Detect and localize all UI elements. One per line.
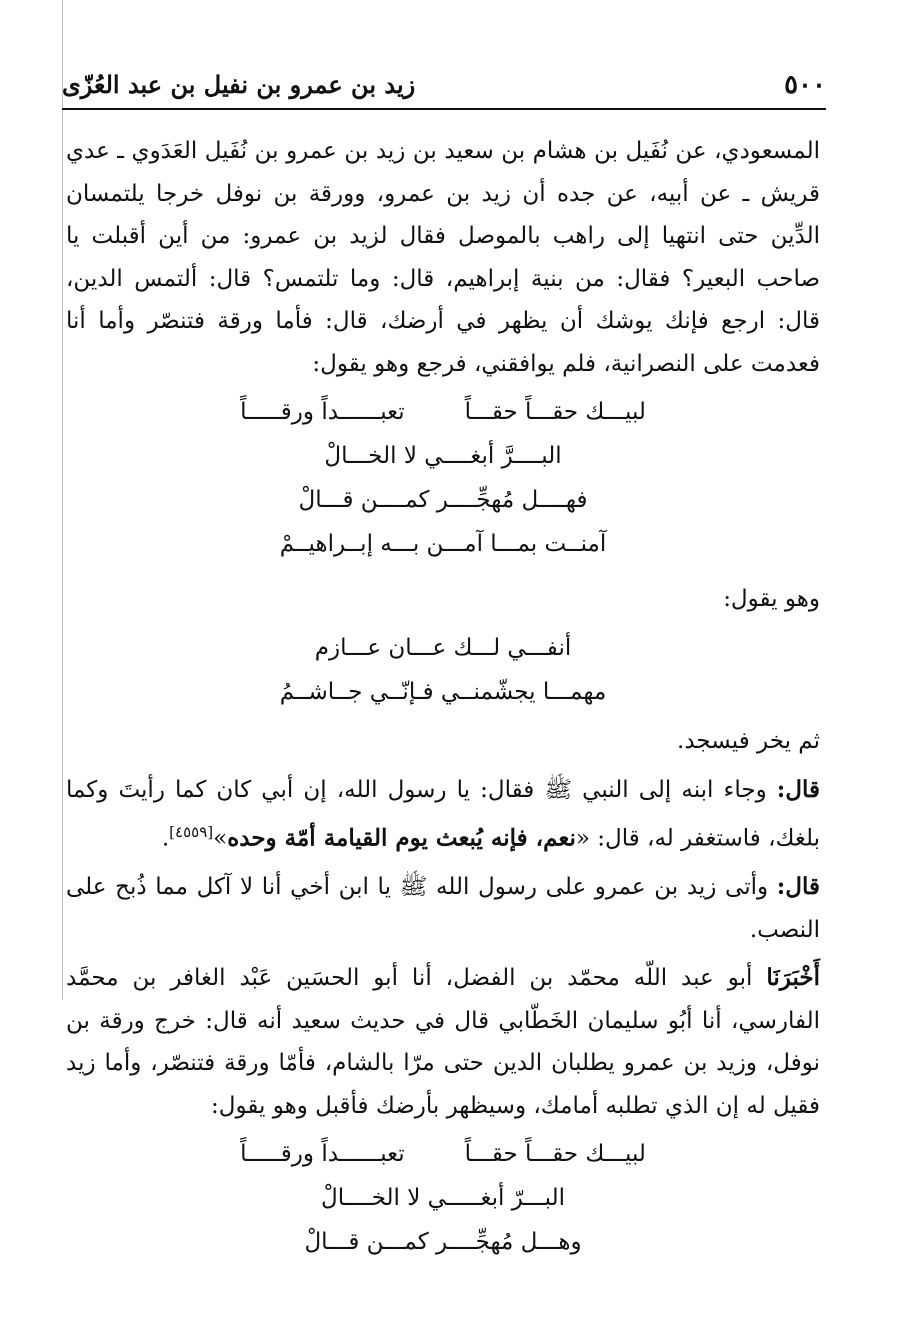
lead-word: قال:	[776, 873, 820, 901]
verse-hemistich: تعبــــــداً ورقـــــاً	[240, 1141, 405, 1168]
header-rule	[62, 108, 826, 110]
page-number: ٥٠٠	[784, 70, 826, 100]
verse-2-line-2: مهمـــا يجشّمنــي فـإنّــي جــاشــمُ	[279, 679, 607, 705]
verse-3-line-1	[66, 1133, 820, 1176]
paragraph-text: أبو عبد اللّه محمّد بن الفضل، أنا أبو الحسَين عَبْد الغافر بن محمَّد الفارسي، أنا أبُو سليمان الخَطّابي قال في حديث سعيد أنه قال: خرج ورقة بن نوفل، وزيد بن عمرو يطلبان الدين حتى مرّا بالشام، فأمّا ورقة فتنصّر، وأما زيد فقيل له إن الذي تطلبه أمامك، وسيظهر بأرضك فأقبل وهو يقول:	[66, 965, 820, 1119]
hadith-ref: [٤٥٥٩]	[169, 823, 214, 841]
verse-1-line-4: آمنــت بمـــا آمـــن بـــه إبــراهيــمْ	[279, 530, 607, 557]
paragraph-4	[66, 769, 820, 861]
period: .	[161, 825, 170, 852]
running-title: زيد بن عمرو بن نفيل بن عبد العُزّى	[62, 70, 416, 99]
verse-hemistich: لبيـــك حقـــاً حقـــاً	[464, 399, 646, 425]
verse-3-line-3: وهـــل مُهجِّــــر كمـــن قـــالْ	[304, 1228, 582, 1255]
paragraph-2: وهو يقول:	[723, 585, 820, 612]
paragraph-text: وأتى زيد بن عمرو على رسول الله ﷺ يا ابن أخي أنا لا آكل مما ذُبح على النصب.	[66, 874, 820, 943]
paragraph-text: وجاء ابنه إلى النبي ﷺ فقال: يا رسول الله، إن أبي كان كما رأيتَ وكما بلغك، فاستغفر له، قال: «	[66, 776, 820, 852]
scan-edge-line	[62, 0, 63, 1000]
lead-word: قال:	[776, 775, 820, 803]
verse-hemistich: تعبــــــداً ورقـــــاً	[240, 399, 405, 425]
verse-1-line-3: فهــــل مُهجِّــــر كمــــن قـــالْ	[298, 486, 588, 513]
paragraph-5	[66, 866, 820, 951]
paragraph-3: ثم يخر فيسجد.	[677, 728, 820, 754]
verse-1-line-1	[66, 391, 820, 434]
paragraph-1: المسعودي، عن نُفَيل بن هشام بن سعيد بن زيد بن عمرو بن نُفَيل العَدَوي ـ عدي قريش ـ عن أبيه، عن جده أن زيد بن عمرو، وورقة بن نوفل خرجا يلتمسان الدِّين حتى انتهيا إلى راهب بالموصل فقال لزيد بن عمرو: من أين أقبلت يا صاحب البعير؟ فقال: من بنية إبراهيم، قال: وما تلتمس؟ قال: ألتمس الدين، قال: ارجع فإنك يوشك أن يظهر في أرضك، قال: فأما ورقة فتنصّر وأما أنا فعدمت على النصرانية، فلم يوافقني، فرجع وهو يقول:	[66, 138, 820, 377]
lead-word: أَخْبَرَنَا	[766, 964, 820, 992]
main-text	[66, 130, 820, 1264]
hadith-text: نعم، فإنه يُبعث يوم القيامة أمّة وحده	[227, 824, 576, 852]
verse-1-line-2: البــــرَّ أبغــــي لا الخـــالْ	[324, 442, 562, 469]
quote-close: »	[213, 825, 228, 852]
verse-hemistich: لبيـــك حقـــاً حقـــاً	[464, 1141, 646, 1168]
verse-3-line-2: البـــرّ أبغـــــي لا الخــــالْ	[321, 1184, 565, 1211]
verse-2-line-1: أنفـــي لـــك عـــان عـــازم	[314, 635, 572, 661]
paragraph-6	[66, 957, 820, 1127]
page-header	[62, 68, 826, 110]
